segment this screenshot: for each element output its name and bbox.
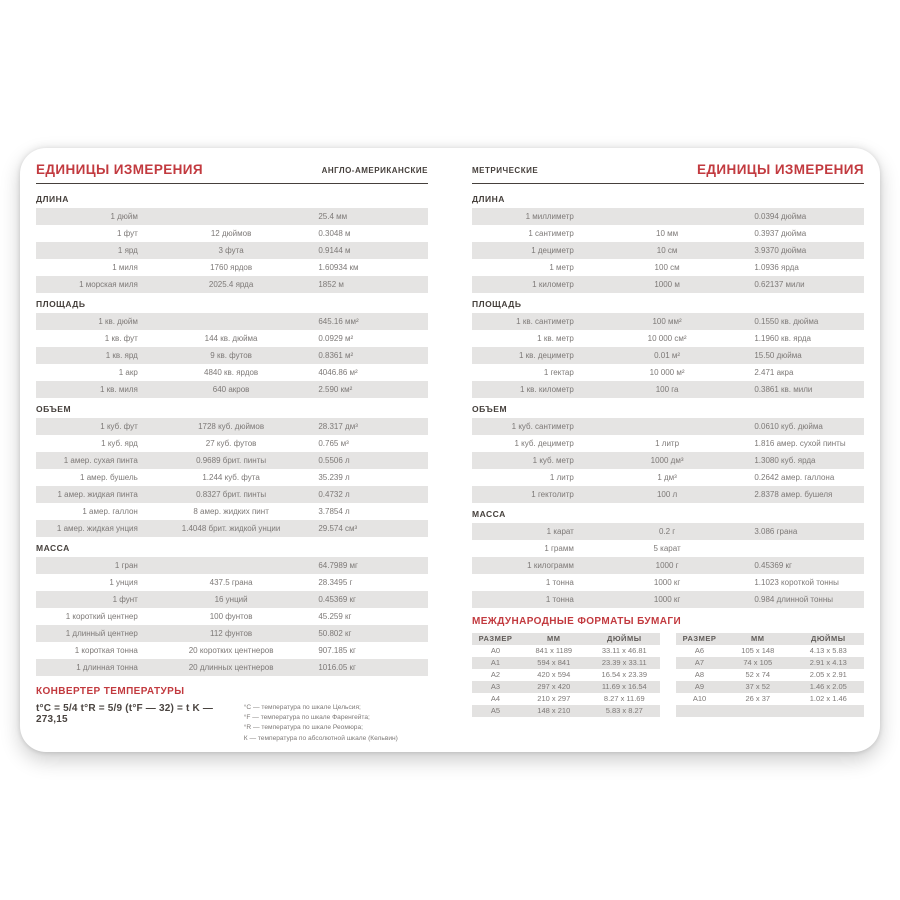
table-cell: 1000 кг: [653, 578, 681, 587]
table-cell: 1 амер. бушель: [80, 473, 138, 482]
table-row: [36, 503, 428, 520]
table-cell: 64.7989 мг: [314, 557, 428, 574]
table-cell: 437.5 грана: [209, 578, 253, 587]
table-cell: 4046.86 м²: [318, 368, 358, 377]
table-cell: 2.05 x 2.91: [809, 670, 847, 679]
table-cell: 16.54 x 23.39: [601, 670, 647, 679]
table-cell: A3: [472, 681, 519, 693]
table-cell: 420 x 594: [537, 670, 571, 679]
temperature-note-line: °F — температура по шкале Фаренгейта;: [243, 714, 370, 722]
table-cell: A0: [490, 646, 501, 655]
table-cell: A2: [490, 670, 501, 679]
paper-formats-title: МЕЖДУНАРОДНЫЕ ФОРМАТЫ БУМАГИ: [472, 616, 682, 627]
left-unit-sections: [36, 188, 428, 676]
table-cell: 1.60934 км: [318, 263, 359, 272]
table-cell: 1 дюйм: [36, 208, 148, 225]
table-cell: 100 фунтов: [209, 612, 253, 621]
table-cell: 1 гран: [36, 557, 148, 574]
unit-table: [472, 418, 864, 503]
table-cell: 50.802 кг: [314, 625, 428, 642]
section-title: ДЛИНА: [36, 194, 69, 204]
table-cell: 1 гектолитр: [472, 486, 584, 503]
section-title: ОБЪЕМ: [36, 404, 72, 414]
table-cell: 10 см: [584, 242, 751, 259]
table-cell: 1 длинный центнер: [36, 625, 148, 642]
table-cell: 1 куб. метр: [472, 452, 584, 469]
table-row: [472, 418, 864, 435]
table-cell: 1000 г: [584, 557, 751, 574]
table-cell: 1760 ярдов: [210, 263, 253, 272]
table-row: [36, 435, 428, 452]
table-cell: 1 кв. километр: [472, 381, 584, 398]
table-cell: A10: [692, 694, 707, 703]
table-cell: 210 x 297: [537, 694, 571, 703]
table-cell: 4840 кв. ярдов: [204, 368, 259, 377]
notebook-spread: [20, 148, 880, 752]
table-cell: 1 короткий центнер: [65, 612, 138, 621]
table-cell: 1 кв. дюйм: [36, 313, 148, 330]
table-cell: 35.239 л: [318, 473, 350, 482]
table-cell: 1.244 куб. фута: [202, 473, 260, 482]
table-row: [472, 557, 864, 574]
paper-formats-block: [472, 616, 864, 717]
table-cell: 74 x 105: [723, 657, 793, 669]
unit-section: [472, 299, 864, 398]
table-cell: 20 длинных центнеров: [148, 659, 315, 676]
paper-table-header-row: [676, 633, 864, 645]
table-cell: 297 x 420: [519, 681, 589, 693]
unit-table: [472, 313, 864, 398]
section-title: ОБЪЕМ: [472, 404, 508, 414]
unit-table: [472, 208, 864, 293]
table-cell: 594 x 841: [519, 657, 589, 669]
table-cell: 0.0394 дюйма: [750, 208, 864, 225]
section-title: ДЛИНА: [472, 194, 505, 204]
table-row: [472, 486, 864, 503]
table-cell: [148, 557, 315, 574]
table-cell: 2.590 км²: [314, 381, 428, 398]
table-row: [676, 645, 864, 657]
table-cell: 1 карат: [472, 523, 584, 540]
table-cell: 9 кв. футов: [148, 347, 315, 364]
unit-section: [36, 194, 428, 293]
table-cell: 100 см: [654, 263, 680, 272]
temperature-note-line: °C — температура по шкале Цельсия;: [243, 704, 361, 711]
table-cell: 45.259 кг: [318, 612, 352, 621]
table-cell: 1728 куб. дюймов: [148, 418, 315, 435]
unit-table: [36, 313, 428, 398]
table-cell: 0.3048 м: [318, 229, 351, 238]
table-cell: 2025.4 ярда: [148, 276, 315, 293]
table-row: [472, 208, 864, 225]
table-cell: 1 фут: [117, 229, 138, 238]
table-cell: 1 короткая тонна: [74, 646, 138, 655]
section-title: ПЛОЩАДЬ: [36, 299, 86, 309]
paper-table-right: [676, 633, 864, 717]
table-cell: ММ: [723, 633, 793, 645]
table-cell: 3.086 грана: [750, 523, 864, 540]
table-row: [36, 452, 428, 469]
unit-section: [36, 299, 428, 398]
table-cell: 1 гектар: [543, 368, 574, 377]
table-cell: 0.4732 л: [314, 486, 428, 503]
table-cell: 26 x 37: [745, 694, 771, 703]
table-cell: 1 километр: [472, 276, 584, 293]
table-cell: 1 метр: [549, 263, 574, 272]
table-cell: 1 миллиметр: [472, 208, 584, 225]
table-cell: 1 грамм: [544, 544, 574, 553]
table-cell: 100 га: [584, 381, 751, 398]
table-cell: 23.39 x 33.11: [589, 657, 660, 669]
table-row: [676, 669, 864, 681]
table-row: [472, 225, 864, 242]
table-cell: 37 x 52: [723, 681, 793, 693]
table-cell: 0.45369 кг: [750, 557, 864, 574]
table-cell: 1 дециметр: [472, 242, 584, 259]
table-cell: 1.4048 брит. жидкой унции: [148, 520, 315, 537]
table-row: [36, 625, 428, 642]
table-cell: 8 амер. жидких пинт: [193, 507, 269, 516]
unit-section: [36, 543, 428, 676]
table-cell: 1 длинная тонна: [36, 659, 148, 676]
table-cell: 1 ярд: [36, 242, 148, 259]
temperature-converter-block: [36, 686, 428, 744]
table-cell: 1 морская миля: [36, 276, 148, 293]
table-cell: 20 коротких центнеров: [188, 646, 274, 655]
table-row: [676, 657, 864, 669]
table-row: [676, 705, 864, 717]
table-cell: 1016.05 кг: [314, 659, 428, 676]
table-cell: 907.185 кг: [318, 646, 356, 655]
table-row: [36, 659, 428, 676]
temperature-converter-title: КОНВЕРТЕР ТЕМПЕРАТУРЫ: [36, 686, 185, 697]
table-cell: 1 куб. фут: [36, 418, 148, 435]
table-cell: 0.765 м³: [318, 439, 349, 448]
table-cell: 15.50 дюйма: [750, 347, 864, 364]
table-cell: A5: [472, 705, 519, 717]
table-cell: 1 амер. жидкая пинта: [36, 486, 148, 503]
table-cell: 16 унций: [148, 591, 315, 608]
table-cell: 0.0929 м²: [318, 334, 354, 343]
temperature-note-line: °R — температура по шкале Реомюра;: [243, 724, 363, 732]
table-cell: 100 мм²: [584, 313, 751, 330]
table-row: [36, 364, 428, 381]
table-cell: 105 x 148: [741, 646, 775, 655]
table-cell: 0.984 длинной тонны: [750, 591, 864, 608]
table-cell: 1 тонна: [472, 591, 584, 608]
table-row: [36, 557, 428, 574]
unit-section: [472, 194, 864, 293]
unit-section: [472, 404, 864, 503]
table-row: [472, 381, 864, 398]
table-row: [676, 693, 864, 705]
table-cell: 1000 дм³: [584, 452, 751, 469]
table-cell: A9: [676, 681, 723, 693]
table-row: [36, 347, 428, 364]
section-title: МАССА: [36, 543, 70, 553]
table-cell: ДЮЙМЫ: [589, 633, 660, 645]
table-cell: 1 сантиметр: [528, 229, 574, 238]
table-cell: 1 килограмм: [472, 557, 584, 574]
table-cell: 0.62137 мили: [750, 276, 864, 293]
table-cell: 1852 м: [314, 276, 428, 293]
table-row: [36, 313, 428, 330]
table-cell: 5.83 x 8.27: [589, 705, 660, 717]
table-row: [36, 591, 428, 608]
table-cell: 0.8327 брит. пинты: [148, 486, 315, 503]
table-cell: 1 куб. сантиметр: [472, 418, 584, 435]
table-cell: 0.2642 амер. галлона: [754, 473, 835, 482]
table-cell: 8.27 x 11.69: [603, 694, 645, 703]
left-page-title: ЕДИНИЦЫ ИЗМЕРЕНИЯ: [36, 162, 203, 177]
table-cell: 1 кв. дециметр: [472, 347, 584, 364]
table-cell: A6: [694, 646, 705, 655]
unit-table: [36, 557, 428, 676]
table-row: [472, 276, 864, 293]
table-cell: 0.1550 кв. дюйма: [750, 313, 864, 330]
table-cell: 1 кв. сантиметр: [472, 313, 584, 330]
table-cell: 100 л: [584, 486, 751, 503]
table-cell: 1 кв. миля: [36, 381, 148, 398]
temperature-formula: t°C = 5/4 t°R = 5/9 (t°F — 32) = t K — 273,15: [36, 703, 214, 725]
table-row: [36, 608, 428, 625]
table-cell: 1 литр: [655, 439, 680, 448]
right-unit-sections: [472, 188, 864, 608]
table-row: [36, 520, 428, 537]
table-cell: 1 амер. сухая пинта: [36, 452, 148, 469]
table-row: [472, 523, 864, 540]
unit-section: [472, 509, 864, 608]
table-cell: 1 куб. ярд: [101, 439, 138, 448]
left-page: [36, 162, 428, 740]
table-cell: 1.1023 короткой тонны: [754, 578, 839, 587]
table-row: [472, 469, 864, 486]
temperature-converter-row: [36, 703, 428, 744]
table-cell: 11.69 x 16.54: [589, 681, 660, 693]
table-cell: 1 фунт: [36, 591, 148, 608]
table-cell: [148, 313, 315, 330]
table-cell: 5 карат: [653, 544, 681, 553]
table-cell: 2.8378 амер. бушеля: [750, 486, 864, 503]
table-row: [472, 435, 864, 452]
table-cell: 1.46 x 2.05: [793, 681, 864, 693]
table-cell: 0.3937 дюйма: [754, 229, 807, 238]
table-cell: 33.11 x 46.81: [601, 646, 647, 655]
table-cell: A8: [694, 670, 705, 679]
table-cell: 1 тонна: [545, 578, 574, 587]
table-cell: A1: [472, 657, 519, 669]
table-cell: A7: [676, 657, 723, 669]
table-cell: [676, 705, 723, 717]
table-row: [472, 259, 864, 276]
table-cell: 1 акр: [118, 368, 138, 377]
table-row: [472, 313, 864, 330]
table-cell: 1 унция: [109, 578, 138, 587]
table-row: [472, 681, 660, 693]
table-row: [472, 364, 864, 381]
table-cell: 2.91 x 4.13: [793, 657, 864, 669]
table-row: [472, 347, 864, 364]
table-cell: 10 мм: [656, 229, 679, 238]
table-cell: 1 амер. жидкая унция: [36, 520, 148, 537]
table-cell: 1 амер. галлон: [82, 507, 138, 516]
table-cell: [750, 540, 864, 557]
table-cell: 4.13 x 5.83: [809, 646, 847, 655]
table-cell: 1 кв. фут: [104, 334, 138, 343]
table-row: [472, 242, 864, 259]
table-row: [472, 330, 864, 347]
table-row: [36, 486, 428, 503]
right-page-title: ЕДИНИЦЫ ИЗМЕРЕНИЯ: [697, 162, 864, 177]
right-corner-label: МЕТРИЧЕСКИЕ: [472, 166, 539, 175]
table-cell: 27 куб. футов: [205, 439, 257, 448]
table-row: [36, 208, 428, 225]
unit-table: [36, 418, 428, 537]
table-row: [36, 381, 428, 398]
table-cell: [584, 418, 751, 435]
right-page-header: [472, 162, 864, 184]
table-cell: 841 x 1189: [535, 646, 573, 655]
table-row: [472, 591, 864, 608]
table-cell: 10 000 см²: [647, 334, 687, 343]
table-cell: РАЗМЕР: [472, 633, 519, 645]
paper-formats-tables: [472, 633, 864, 717]
paper-table-left: [472, 633, 660, 717]
table-cell: 148 x 210: [519, 705, 589, 717]
table-row: [472, 693, 660, 705]
table-cell: 3 фута: [148, 242, 315, 259]
table-cell: [584, 208, 751, 225]
table-cell: 0.3861 кв. мили: [750, 381, 864, 398]
table-row: [472, 540, 864, 557]
table-row: [36, 276, 428, 293]
table-cell: 52 x 74: [745, 670, 771, 679]
table-cell: 25.4 мм: [314, 208, 428, 225]
table-row: [36, 642, 428, 659]
table-cell: 3.9370 дюйма: [750, 242, 864, 259]
temperature-notes: [244, 703, 428, 744]
table-cell: ММ: [519, 633, 589, 645]
table-cell: 1 кв. метр: [537, 334, 574, 343]
table-row: [36, 225, 428, 242]
table-cell: 640 акров: [148, 381, 315, 398]
left-corner-label: АНГЛО-АМЕРИКАНСКИЕ: [321, 166, 428, 175]
table-cell: 0.8361 м²: [314, 347, 428, 364]
table-row: [36, 418, 428, 435]
table-cell: 112 фунтов: [148, 625, 315, 642]
table-cell: 10 000 м²: [649, 368, 685, 377]
table-row: [472, 574, 864, 591]
table-cell: 1000 м: [584, 276, 751, 293]
section-title: ПЛОЩАДЬ: [472, 299, 522, 309]
table-row: [472, 669, 660, 681]
table-cell: 1 литр: [549, 473, 574, 482]
two-page-spread: [36, 162, 864, 740]
table-cell: 29.574 см³: [314, 520, 428, 537]
unit-table: [472, 523, 864, 608]
table-cell: 12 дюймов: [210, 229, 252, 238]
table-cell: [148, 208, 315, 225]
table-cell: 1.816 амер. сухой пинты: [754, 439, 846, 448]
table-cell: 1 миля: [112, 263, 138, 272]
table-cell: 0.45369 кг: [314, 591, 428, 608]
table-cell: 0.2 г: [584, 523, 751, 540]
right-page: [472, 162, 864, 740]
temperature-note-line: К — температура по абсолютной шкале (Кельвин): [243, 734, 398, 742]
paper-table-header-row: [472, 633, 660, 645]
table-row: [36, 259, 428, 276]
table-row: [472, 705, 660, 717]
table-row: [36, 469, 428, 486]
section-title: МАССА: [472, 509, 506, 519]
table-cell: 1 дм³: [657, 473, 677, 482]
table-cell: 1.1960 кв. ярда: [754, 334, 811, 343]
table-cell: 0.5506 л: [314, 452, 428, 469]
table-cell: 1.3080 куб. ярда: [750, 452, 864, 469]
table-cell: 0.0610 куб. дюйма: [750, 418, 864, 435]
table-cell: 28.3495 г: [318, 578, 353, 587]
table-row: [676, 681, 864, 693]
table-cell: РАЗМЕР: [676, 633, 723, 645]
table-cell: [723, 705, 793, 717]
table-row: [36, 242, 428, 259]
table-cell: 1 куб. дециметр: [514, 439, 574, 448]
unit-table: [36, 208, 428, 293]
table-row: [472, 657, 660, 669]
unit-section: [36, 404, 428, 537]
table-row: [36, 330, 428, 347]
table-row: [472, 452, 864, 469]
table-cell: 1.0936 ярда: [754, 263, 799, 272]
table-row: [472, 645, 660, 657]
table-cell: 3.7854 л: [318, 507, 350, 516]
table-row: [36, 574, 428, 591]
left-page-header: [36, 162, 428, 184]
table-cell: 1 кв. ярд: [36, 347, 148, 364]
table-cell: 28.317 дм³: [314, 418, 428, 435]
table-cell: A4: [490, 694, 501, 703]
table-cell: 144 кв. дюйма: [204, 334, 258, 343]
table-cell: 0.9144 м: [314, 242, 428, 259]
table-cell: 1.02 x 1.46: [809, 694, 847, 703]
table-cell: [793, 705, 864, 717]
table-cell: 0.01 м²: [584, 347, 751, 364]
table-cell: 2.471 акра: [754, 368, 794, 377]
table-cell: 0.9689 брит. пинты: [148, 452, 315, 469]
table-cell: ДЮЙМЫ: [793, 633, 864, 645]
table-cell: 1000 кг: [584, 591, 751, 608]
table-cell: 645.16 мм²: [314, 313, 428, 330]
